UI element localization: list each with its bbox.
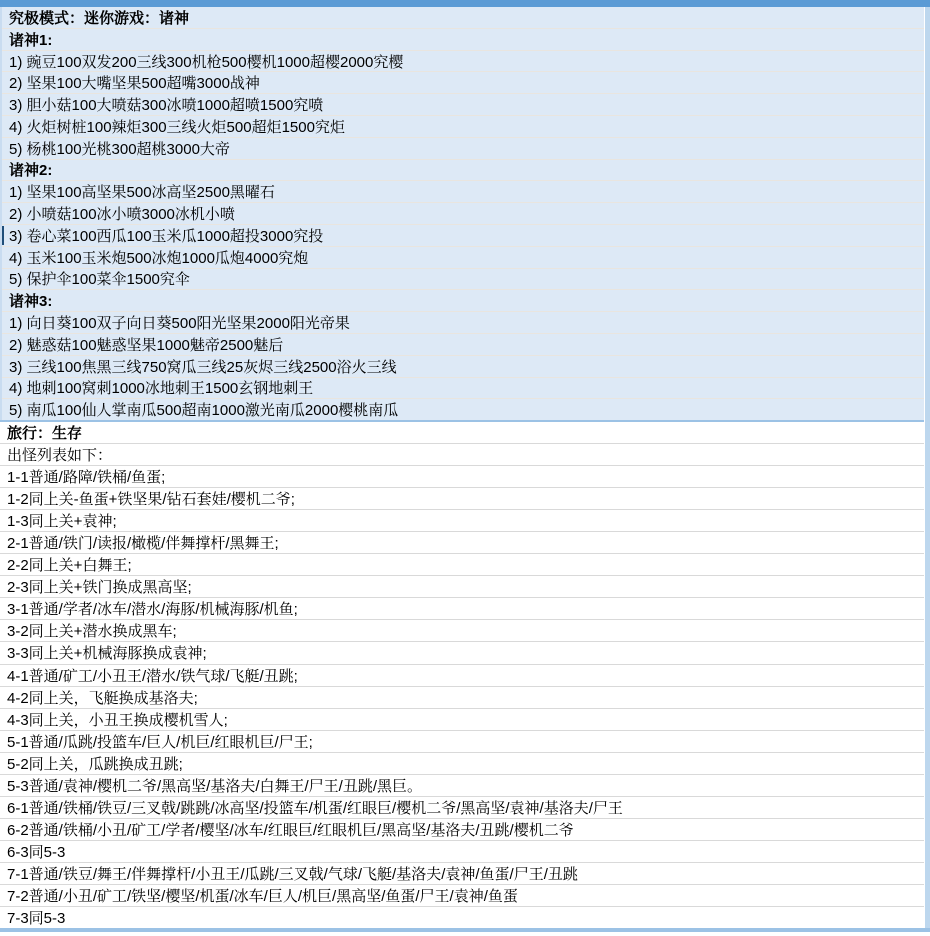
text-cursor — [2, 226, 4, 245]
text-row: 7-3同5-3 — [0, 906, 930, 928]
text-row: 1-3同上关+袁神; — [0, 509, 930, 531]
text-row: 2-1普通/铁门/读报/橄榄/伴舞撑杆/黑舞王; — [0, 531, 930, 553]
section-heading: 诸神1: — [2, 28, 930, 50]
text-row: 3-2同上关+潜水换成黑车; — [0, 619, 930, 641]
text-row: 2-3同上关+铁门换成黑高坚; — [0, 575, 930, 597]
text-row: 2) 魅惑菇100魅惑坚果1000魅帝2500魅后 — [2, 333, 930, 355]
text-row: 3) 三线100焦黑三线750窝瓜三线25灰烬三线2500浴火三线 — [2, 355, 930, 377]
gods-section — [0, 7, 930, 420]
text-row: 1) 向日葵100双子向日葵500阳光坚果2000阳光帝果 — [2, 311, 930, 333]
text-row: 5) 保护伞100菜伞1500究伞 — [2, 268, 930, 290]
text-row: 4-3同上关，小丑王换成樱机雪人; — [0, 708, 930, 730]
text-row: 4) 火炬树桩100辣炬300三线火炬500超炬1500究炬 — [2, 115, 930, 137]
text-row: 5) 杨桃100光桃300超桃3000大帝 — [2, 137, 930, 159]
text-row: 出怪列表如下： — [0, 443, 930, 465]
text-row: 5) 南瓜100仙人掌南瓜500超南1000激光南瓜2000樱桃南瓜 — [2, 398, 930, 420]
text-row: 6-2普通/铁桶/小丑/矿工/学者/樱坚/冰车/红眼巨/红眼机巨/黑高坚/基洛夫/丑跳/樱机二爷 — [0, 818, 930, 840]
text-row: 5-2同上关，瓜跳换成丑跳; — [0, 752, 930, 774]
text-row: 7-1普通/铁豆/舞王/伴舞撑杆/小丑王/瓜跳/三叉戟/气球/飞艇/基洛夫/袁神/鱼蛋/尸王/丑跳 — [0, 862, 930, 884]
text-row: 4) 地刺100窝刺1000冰地刺王1500玄钢地刺王 — [2, 377, 930, 399]
text-row: 7-2普通/小丑/矿工/铁坚/樱坚/机蛋/冰车/巨人/机巨/黑高坚/鱼蛋/尸王/袁神/鱼蛋 — [0, 884, 930, 906]
section-heading: 究极模式：迷你游戏：诸神 — [9, 9, 190, 27]
text-row: 1) 豌豆100双发200三线300机枪500樱机1000超樱2000究樱 — [2, 50, 930, 72]
text-row: 4-2同上关，飞艇换成基洛夫; — [0, 686, 930, 708]
section-heading: 诸神2: — [2, 159, 930, 181]
text-row: 3-3同上关+机械海豚换成袁神; — [0, 641, 930, 663]
text-row: 3) 卷心菜100西瓜100玉米瓜1000超投3000究投 — [2, 224, 930, 246]
text-row: 5-1普通/瓜跳/投篮车/巨人/机巨/红眼机巨/尸王; — [0, 730, 930, 752]
text-row: 4-1普通/矿工/小丑王/潜水/铁气球/飞艇/丑跳; — [0, 664, 930, 686]
text-row: 1) 坚果100高坚果500冰高坚2500黑曜石 — [2, 180, 930, 202]
text-row: 3) 胆小菇100大喷菇300冰喷1000超喷1500究喷 — [2, 93, 930, 115]
bottom-blue-bar — [0, 928, 930, 932]
text-row: 3-1普通/学者/冰车/潜水/海豚/机械海豚/机鱼; — [0, 597, 930, 619]
section-heading: 旅行：生存 — [7, 425, 83, 443]
text-row: 2) 坚果100大嘴坚果500超嘴3000战神 — [2, 71, 930, 93]
text-row: 6-1普通/铁桶/铁豆/三叉戟/跳跳/冰高坚/投篮车/机蛋/红眼巨/樱机二爷/黑高坚/袁神/基洛夫/尸王 — [0, 796, 930, 818]
text-row: 2-2同上关+白舞王; — [0, 553, 930, 575]
text-row: 1-1普通/路障/铁桶/鱼蛋; — [0, 465, 930, 487]
text-row: 6-3同5-3 — [0, 840, 930, 862]
text-row: 5-3普通/袁神/樱机二爷/黑高坚/基洛夫/白舞王/尸王/丑跳/黑巨。 — [0, 774, 930, 796]
survival-section — [0, 422, 930, 928]
top-blue-bar — [0, 0, 930, 7]
text-row: 4) 玉米100玉米炮500冰炮1000瓜炮4000究炮 — [2, 246, 930, 268]
scrollbar-track[interactable] — [924, 7, 930, 928]
section-heading: 诸神3: — [2, 289, 930, 311]
text-row: 1-2同上关-鱼蛋+铁坚果/钻石套娃/樱机二爷; — [0, 487, 930, 509]
text-row: 2) 小喷菇100冰小喷3000冰机小喷 — [2, 202, 930, 224]
